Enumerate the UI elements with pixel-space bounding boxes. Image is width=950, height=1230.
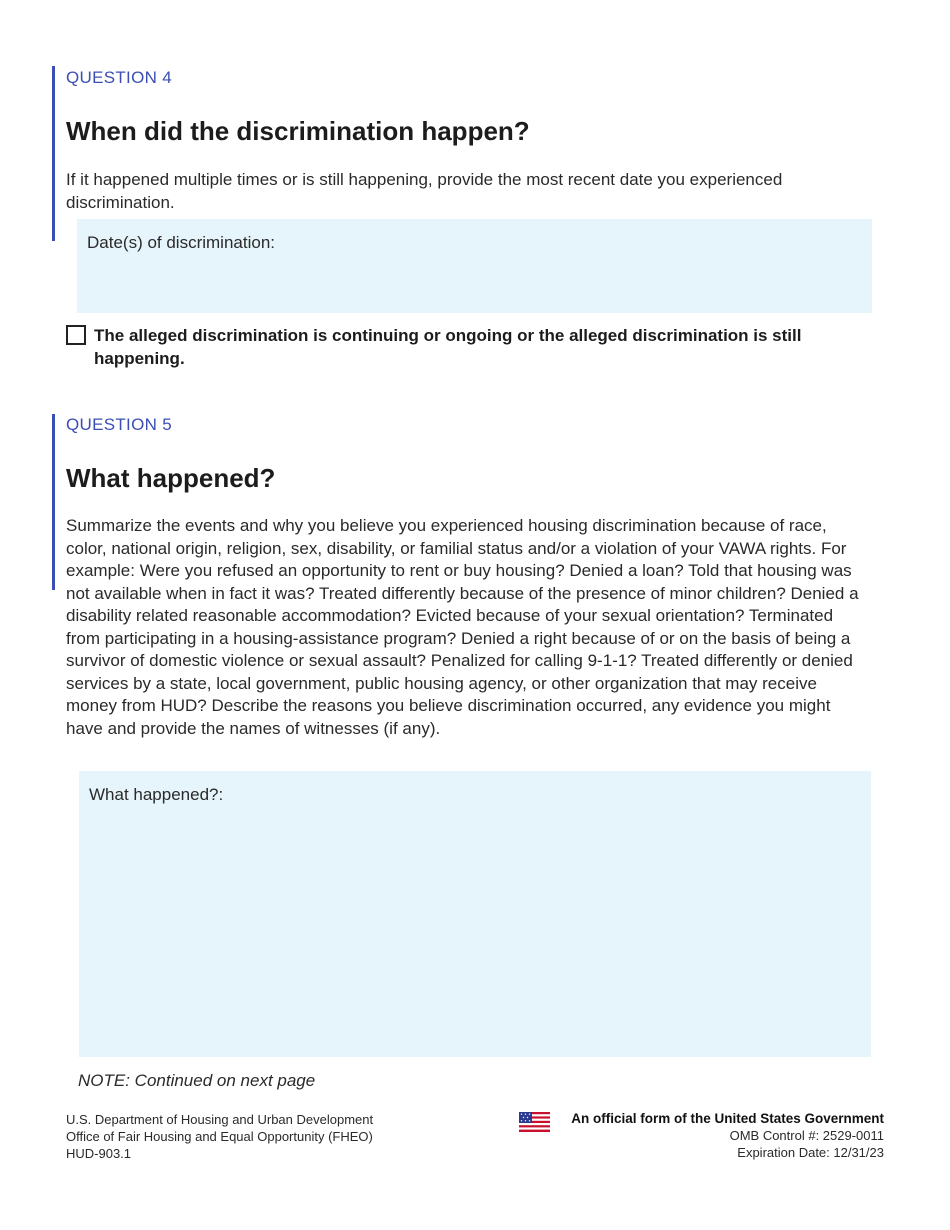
question-5-label: QUESTION 5 xyxy=(66,415,172,434)
ongoing-discrimination-checkbox[interactable] xyxy=(66,325,86,345)
ongoing-discrimination-checkbox-label: The alleged discrimination is continuing or ongoing or the alleged discrimination is still happening. xyxy=(94,326,802,368)
footer-official-info xyxy=(571,1110,884,1161)
question-5-accent-bar xyxy=(52,414,55,590)
question-4-description: If it happened multiple times or is still happening, provide the most recent date you experienced discrimination. xyxy=(66,170,783,212)
discrimination-date-field-label: Date(s) of discrimination: xyxy=(87,233,276,252)
footer-office: Office of Fair Housing and Equal Opportunity (FHEO) xyxy=(66,1129,373,1144)
official-form-statement: An official form of the United States Government xyxy=(571,1111,884,1126)
footer-department: U.S. Department of Housing and Urban Development xyxy=(66,1112,374,1127)
discrimination-date-field[interactable] xyxy=(77,219,872,313)
question-4-label: QUESTION 4 xyxy=(66,68,172,87)
footer-form-number: HUD-903.1 xyxy=(66,1146,132,1161)
what-happened-field[interactable] xyxy=(79,771,871,1057)
footer-agency-info xyxy=(66,1111,373,1162)
question-4-title: When did the discrimination happen? xyxy=(66,116,530,146)
question-5-description: Summarize the events and why you believe you experienced housing discrimination because of race, color, national origin, religion, sex, disability, or familial status and/or a violation of your VAWA rights. For example: Were you refused an opportunity to rent or buy housing? Denied a loan? Told that housing was not available when in fact it was? Treated differently because of the presence of minor children? Denied a disability related reasonable accommodation? Evicted because of your sexual orientation? Terminated from participating in a housing-assistance program? Denied a right because of or on the basis of being a survivor of domestic violence or sexual assault? Penalized for calling 9-1-1? Treated differently or denied services by a state, local government, public housing agency, or other organization that may receive money from HUD? Describe the reasons you believe discrimination occurred, any evidence you might have and provide the names of witnesses (if any). xyxy=(66,516,859,738)
us-flag-icon xyxy=(519,1112,550,1132)
expiration-date: Expiration Date: 12/31/23 xyxy=(737,1145,884,1160)
question-4-accent-bar xyxy=(52,66,55,241)
omb-control-number: OMB Control #: 2529-0011 xyxy=(729,1128,884,1143)
continued-note: NOTE: Continued on next page xyxy=(78,1071,316,1090)
question-5-title: What happened? xyxy=(66,463,276,493)
what-happened-field-label: What happened?: xyxy=(89,785,224,804)
